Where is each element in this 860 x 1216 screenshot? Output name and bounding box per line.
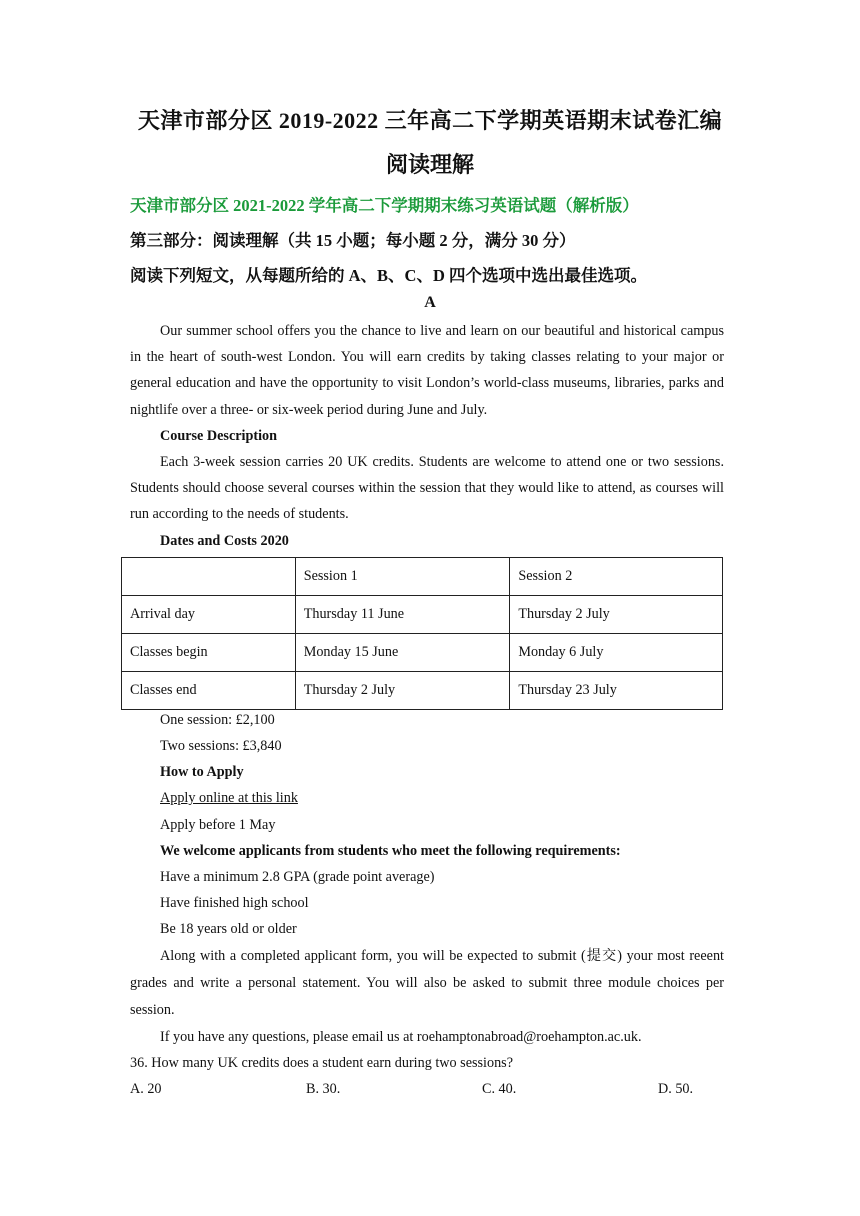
table-header-row (122, 558, 723, 596)
table-cell: Arrival day (122, 596, 296, 634)
cost-two-sessions: Two sessions: £3,840 (160, 738, 282, 754)
question-36: 36. How many UK credits does a student earn during two sessions? (130, 1055, 513, 1071)
table-cell (122, 558, 296, 596)
exam-source: 天津市部分区 2021-2022 学年高二下学期期末练习英语试题（解析版） (130, 196, 639, 215)
passage-label: A (424, 294, 436, 311)
table-cell: Thursday 2 July (510, 596, 723, 634)
table-row (122, 634, 723, 672)
apply-deadline: Apply before 1 May (160, 817, 276, 833)
requirements-heading: We welcome applicants from students who meet the following requirements: (160, 843, 621, 859)
requirement-item: Be 18 years old or older (160, 921, 297, 937)
dates-heading: Dates and Costs 2020 (160, 533, 289, 549)
submit-paragraph: Along with a completed applicant form, you will be expected to submit (提交) your most reeent grades and write a personal statement. You will also be asked to submit three module choices per session. (130, 948, 724, 1018)
table-cell: Monday 6 July (510, 634, 723, 672)
requirement-item: Have finished high school (160, 895, 309, 911)
table-cell: Session 2 (510, 558, 723, 596)
section-header: 第三部分：阅读理解（共 15 小题；每小题 2 分，满分 30 分） (130, 231, 576, 250)
instruction: 阅读下列短文，从每题所给的 A、B、C、D 四个选项中选出最佳选项。 (130, 266, 648, 285)
table-cell: Thursday 2 July (295, 672, 510, 710)
table-row (122, 596, 723, 634)
table-cell: Classes begin (122, 634, 296, 672)
contact-paragraph: If you have any questions, please email us at roehamptonabroad@roehampton.ac.uk. (160, 1029, 642, 1045)
requirement-item: Have a minimum 2.8 GPA (grade point average) (160, 869, 435, 885)
intro-paragraph: Our summer school offers you the chance to live and learn on our beautiful and historical campus in the heart of south-west London. You will earn credits by taking classes relating to your major or general education and have the opportunity to visit London’s world-class museums, libraries, parks and nightlife over a three- or six-week period during June and July. (130, 323, 724, 418)
cost-one-session: One session: £2,100 (160, 712, 275, 728)
option-b: B. 30. (306, 1081, 341, 1097)
document-title: 天津市部分区 2019-2022 三年高二下学期英语期末试卷汇编 (137, 108, 723, 133)
table-row (122, 672, 723, 710)
table-cell: Thursday 23 July (510, 672, 723, 710)
table-cell: Thursday 11 June (295, 596, 510, 634)
course-heading: Course Description (160, 428, 278, 444)
course-paragraph: Each 3-week session carries 20 UK credits. Students are welcome to attend one or two sessions. Students should choose several courses within the session that they would like to attend, as courses will run according to the needs of students. (130, 454, 724, 523)
dates-table (121, 557, 723, 710)
table-cell: Session 1 (295, 558, 510, 596)
option-c: C. 40. (482, 1081, 517, 1097)
apply-heading: How to Apply (160, 764, 244, 780)
table-cell: Classes end (122, 672, 296, 710)
table-cell: Monday 15 June (295, 634, 510, 672)
document-subtitle: 阅读理解 (385, 152, 474, 177)
option-a: A. 20 (130, 1081, 162, 1097)
option-d: D. 50. (658, 1081, 694, 1097)
apply-online-link[interactable]: Apply online at this link (160, 790, 298, 806)
